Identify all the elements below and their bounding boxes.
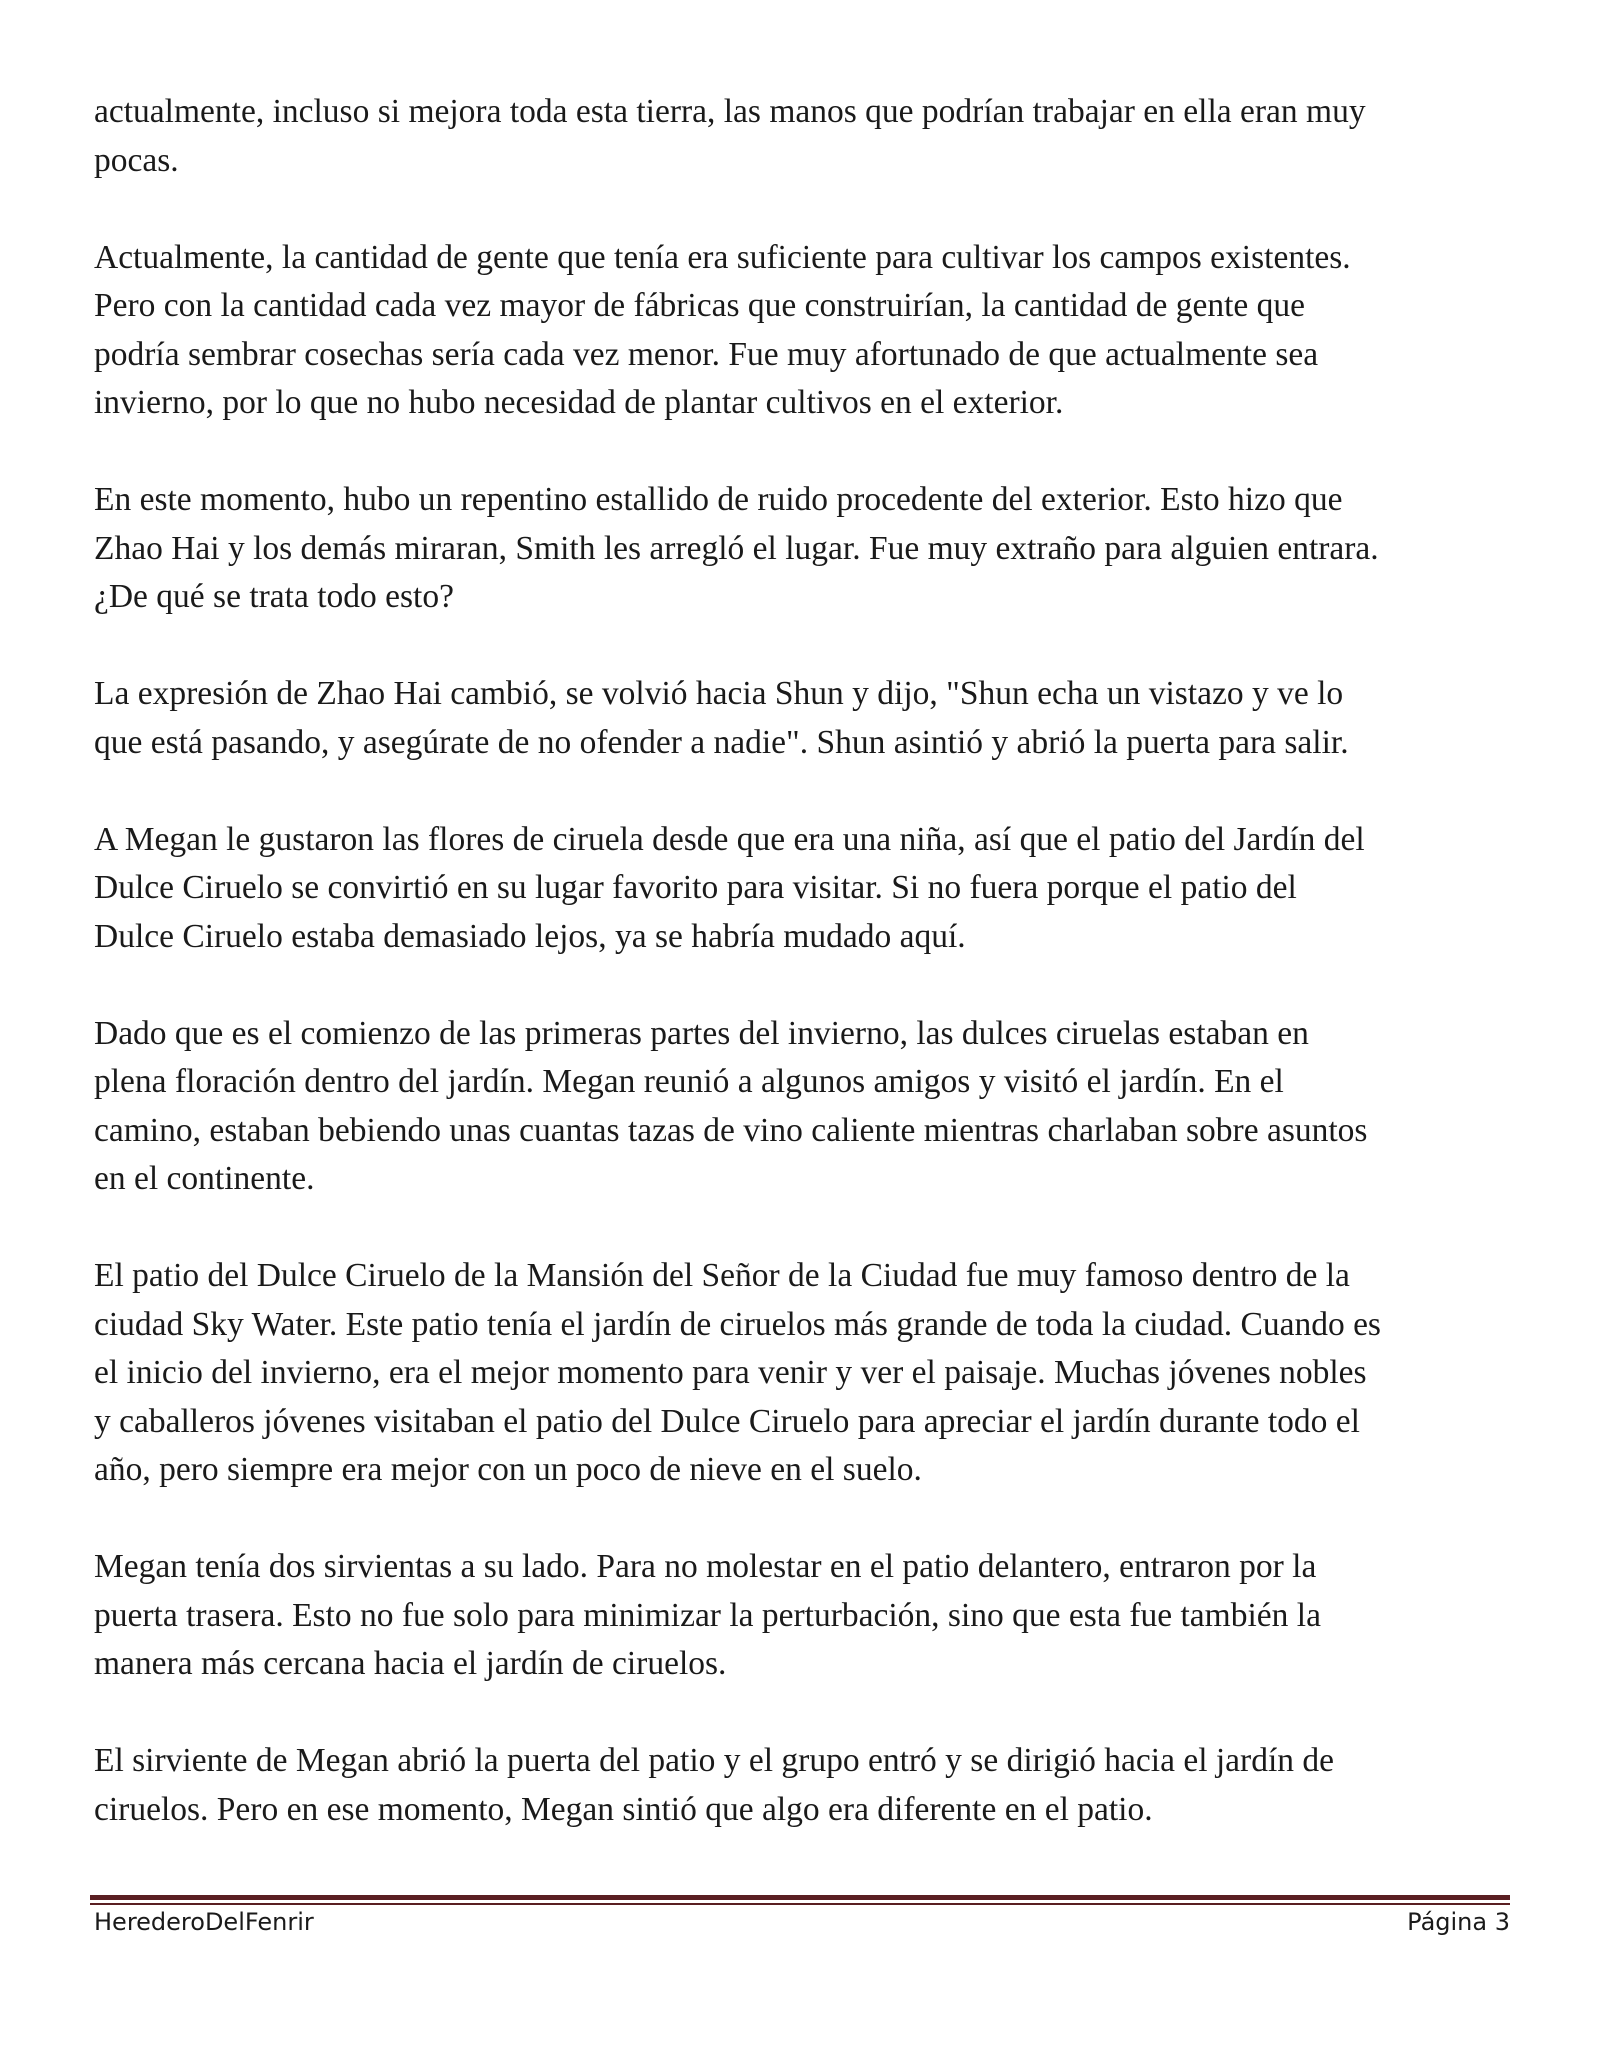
text-line: que está pasando, y asegúrate de no ofender a nadie". Shun asintió y abrió la puerta para salir. — [94, 723, 1349, 761]
text-line: El sirviente de Megan abrió la puerta del patio y el grupo entró y se dirigió hacia el jardín de — [94, 1742, 1335, 1779]
text-line: ciruelos. Pero en ese momento, Megan sintió que algo era diferente en el patio. — [94, 1790, 1153, 1828]
text-line: actualmente, incluso si mejora toda esta tierra, las manos que podrían trabajar en ella eran muy — [94, 93, 1366, 130]
text-line: pocas. — [94, 141, 179, 179]
text-line: Pero con la cantidad cada vez mayor de fábricas que construirían, la cantidad de gente que — [94, 287, 1306, 324]
text-line: podría sembrar cosechas sería cada vez menor. Fue muy afortunado de que actualmente sea — [94, 335, 1319, 373]
text-line: manera más cercana hacia el jardín de ciruelos. — [94, 1645, 727, 1682]
paragraph — [94, 1010, 1514, 1204]
paragraph — [94, 1737, 1514, 1834]
paragraph — [94, 476, 1514, 622]
text-line: plena floración dentro del jardín. Megan reunió a algunos amigos y visitó el jardín. En el — [94, 1063, 1284, 1100]
text-line: A Megan le gustaron las flores de ciruela desde que era una niña, así que el patio del Jardín del — [94, 820, 1365, 858]
footer-rule — [90, 1895, 1510, 1905]
text-line: el inicio del invierno, era el mejor momento para venir y ver el paisaje. Muchas jóvenes nobles — [94, 1354, 1367, 1391]
footer-rule-thick — [90, 1895, 1510, 1900]
body-text — [94, 88, 1514, 1883]
text-line: Dado que es el comienzo de las primeras partes del invierno, las dulces ciruelas estaban en — [94, 1014, 1309, 1052]
text-line: El patio del Dulce Ciruelo de la Mansión del Señor de la Ciudad fue muy famoso dentro de la — [94, 1257, 1350, 1294]
text-line: invierno, por lo que no hubo necesidad de plantar cultivos en el exterior. — [94, 384, 1064, 421]
text-line: Actualmente, la cantidad de gente que tenía era suficiente para cultivar los campos existentes. — [94, 238, 1351, 276]
text-line: ciudad Sky Water. Este patio tenía el jardín de ciruelos más grande de toda la ciudad. Cuando es — [94, 1305, 1381, 1343]
text-line: En este momento, hubo un repentino estallido de ruido procedente del exterior. Esto hizo que — [94, 481, 1343, 518]
paragraph — [94, 670, 1514, 767]
text-line: y caballeros jóvenes visitaban el patio del Dulce Ciruelo para apreciar el jardín durante todo el — [94, 1402, 1360, 1440]
paragraph — [94, 1252, 1514, 1495]
text-line: año, pero siempre era mejor con un poco de nieve en el suelo. — [94, 1451, 922, 1488]
paragraph — [94, 1543, 1514, 1689]
text-line: Dulce Ciruelo se convirtió en su lugar favorito para visitar. Si no fuera porque el patio del — [94, 869, 1297, 906]
text-line: Zhao Hai y los demás miraran, Smith les arregló el lugar. Fue muy extraño para alguien entrara. — [94, 529, 1379, 567]
paragraph — [94, 816, 1514, 962]
paragraph — [94, 234, 1514, 428]
text-line: en el continente. — [94, 1160, 315, 1197]
paragraph — [94, 88, 1514, 185]
footer-page-number: Página 3 — [1407, 1908, 1510, 1936]
text-line: Megan tenía dos sirvientas a su lado. Para no molestar en el patio delantero, entraron por la — [94, 1548, 1317, 1585]
text-line: puerta trasera. Esto no fue solo para minimizar la perturbación, sino que esta fue también la — [94, 1596, 1321, 1634]
text-line: La expresión de Zhao Hai cambió, se volvió hacia Shun y dijo, "Shun echa un vistazo y ve lo — [94, 675, 1344, 712]
text-line: camino, estaban bebiendo unas cuantas tazas de vino caliente mientras charlaban sobre asuntos — [94, 1111, 1368, 1149]
footer-rule-thin — [90, 1903, 1510, 1905]
text-line: Dulce Ciruelo estaba demasiado lejos, ya se habría mudado aquí. — [94, 917, 966, 955]
text-line: ¿De qué se trata todo esto? — [94, 578, 454, 615]
footer-author: HerederoDelFenrir — [94, 1908, 314, 1936]
